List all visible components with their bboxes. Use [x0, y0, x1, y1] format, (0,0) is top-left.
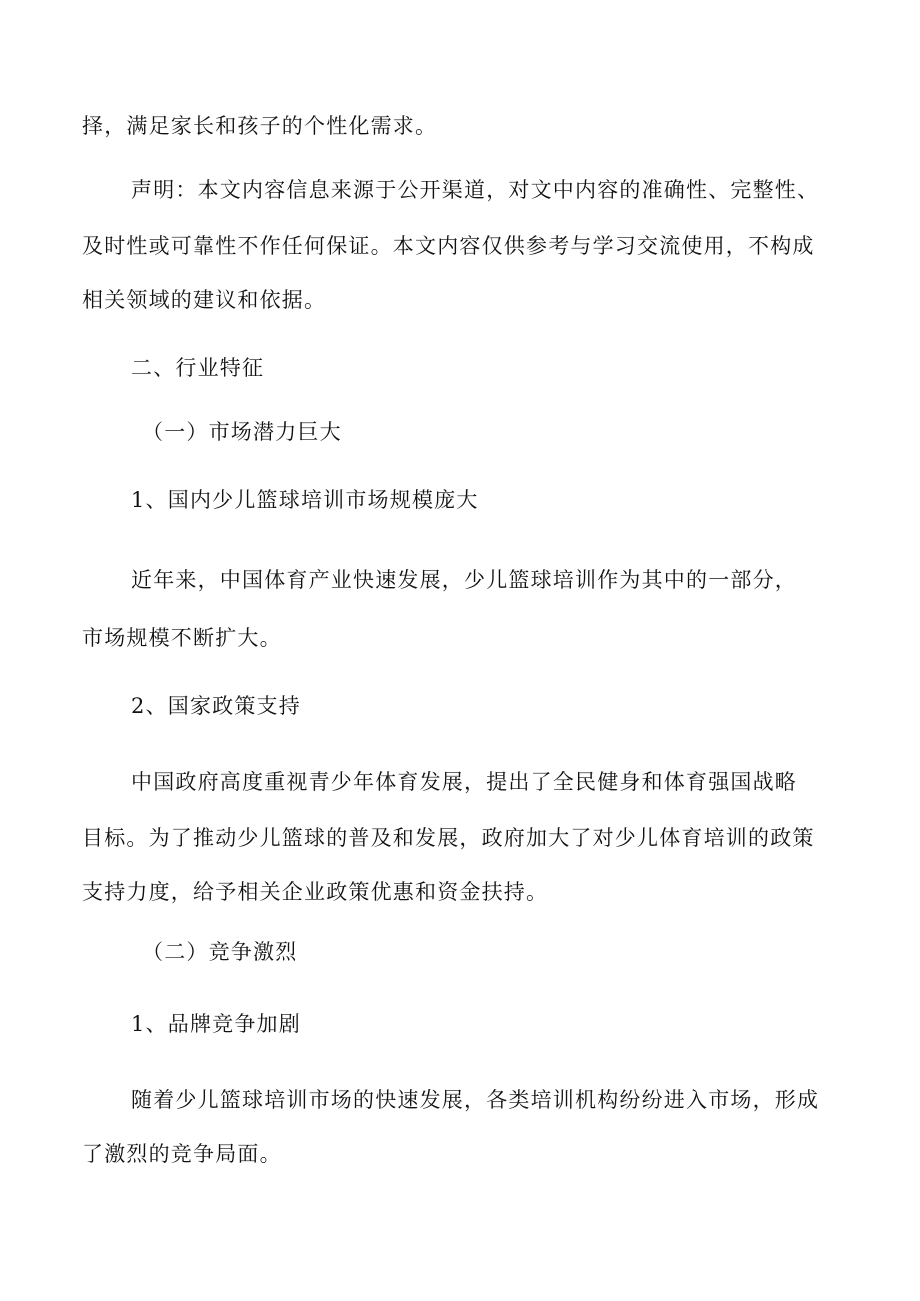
item-2-1-heading: 1、品牌竞争加剧	[131, 1012, 301, 1036]
item-1-1-line-2: 市场规模不断扩大。	[82, 626, 282, 650]
disclaimer-line-2: 及时性或可靠性不作任何保证。本文内容仅供参考与学习交流使用，不构成	[82, 234, 815, 258]
item-1-2-line-3: 支持力度，给予相关企业政策优惠和资金扶持。	[82, 880, 549, 904]
intro-tail-line: 择，满足家长和孩子的个性化需求。	[82, 114, 438, 138]
subsection-1-heading: （一）市场潜力巨大	[142, 420, 342, 444]
subsection-2-heading: （二）竞争激烈	[142, 940, 298, 964]
item-2-1-line-1: 随着少儿篮球培训市场的快速发展，各类培训机构纷纷进入市场，形成	[131, 1088, 820, 1112]
item-1-2-line-1: 中国政府高度重视青少年体育发展，提出了全民健身和体育强国战略	[131, 770, 797, 794]
disclaimer-line-1: 声明：本文内容信息来源于公开渠道，对文中内容的准确性、完整性、	[131, 178, 820, 202]
item-1-2-heading: 2、国家政策支持	[131, 694, 301, 718]
item-1-1-heading: 1、国内少儿篮球培训市场规模庞大	[131, 488, 479, 512]
item-1-2-line-2: 目标。为了推动少儿篮球的普及和发展，政府加大了对少儿体育培训的政策	[82, 826, 815, 850]
item-1-1-line-1: 近年来，中国体育产业快速发展，少儿篮球培训作为其中的一部分，	[131, 568, 797, 592]
item-2-1-line-2: 了激烈的竞争局面。	[82, 1142, 282, 1166]
section-heading: 二、行业特征	[131, 356, 265, 380]
disclaimer-line-3: 相关领域的建议和依据。	[82, 288, 327, 312]
